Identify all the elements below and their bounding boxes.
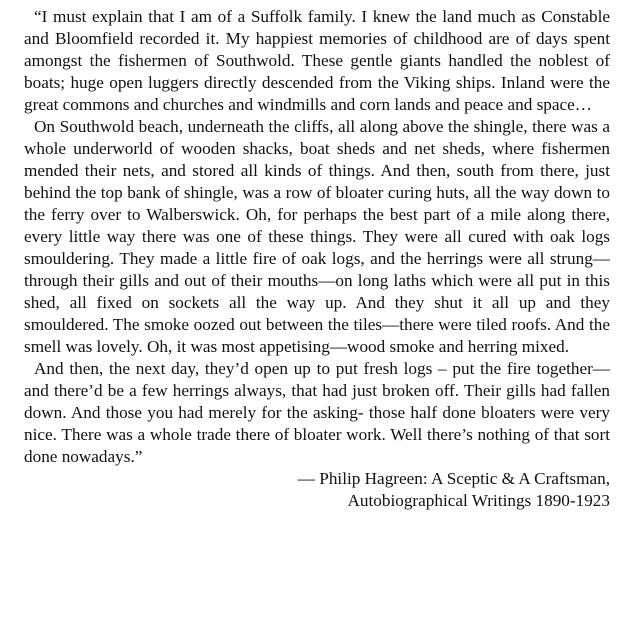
quote-paragraph-2: On Southwold beach, underneath the cliffs, all along above the shingle, there was a whole underworld of wooden shacks, boat sheds and net sheds, where fishermen mended their nets, and stored all kinds of things. And then, south from there, just behind the top bank of shingle, was a row of bloater curing huts, all the way down to the ferry over to Walberswick. Oh, for perhaps the best part of a mile along there, every little way there was one of these things. They were all cured with oak logs smouldering. They made a little fire of oak logs, and the herrings were all strung—through their gills and out of their mouths—on long laths which were all put in this shed, all fixed on sockets all the way up. And they shut it all up and they smouldered. The smoke oozed out between the tiles—there were tiled roofs. And the smell was lovely. Oh, it was most appetising—wood smoke and herring mixed.: [24, 117, 610, 356]
quote-paragraph-3: And then, the next day, they’d open up to put fresh logs – put the fire together—and there’d be a few herrings always, that had just broken off. Their gills had fallen down. And those you had merely for the asking- those half done bloaters were very nice. There was a whole trade there of bloater work. Well there’s nothing of that sort done nowadays.”: [24, 359, 610, 466]
attribution-book-subtitle: Autobiographical Writings 1890-1923: [347, 491, 610, 510]
attribution-author-title: — Philip Hagreen: A Sceptic & A Craftsman,: [297, 469, 610, 488]
quote-paragraph-1: “I must explain that I am of a Suffolk family. I knew the land much as Constable and Bloomfield recorded it. My happiest memories of childhood are of days spent amongst the fishermen of Southwold. These gentle giants handled the noblest of boats; huge open luggers directly descended from the Viking ships. Inland were the great commons and churches and windmills and corn lands and peace and space…: [24, 7, 610, 114]
attribution: [24, 468, 610, 512]
quote-page: [24, 6, 610, 512]
